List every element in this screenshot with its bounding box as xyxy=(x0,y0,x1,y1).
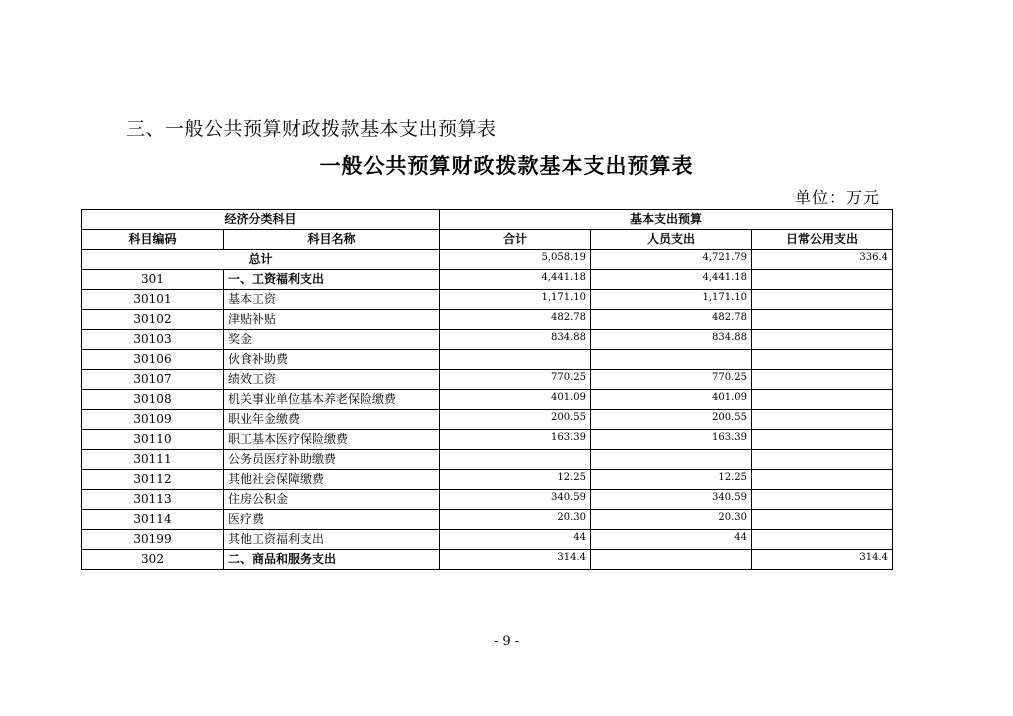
row-public xyxy=(752,410,893,430)
table-row xyxy=(82,430,893,450)
header-economic-category: 经济分类科目 xyxy=(82,210,440,230)
row-total: 401.09 xyxy=(440,390,591,410)
header-row-group xyxy=(82,210,893,230)
row-total xyxy=(440,350,591,370)
row-name: 公务员医疗补助缴费 xyxy=(224,450,440,470)
row-name: 职工基本医疗保险缴费 xyxy=(224,430,440,450)
row-personnel xyxy=(591,350,752,370)
budget-table xyxy=(81,209,893,570)
row-code: 30112 xyxy=(82,470,224,490)
row-code: 30199 xyxy=(82,530,224,550)
document-title: 一般公共预算财政拨款基本支出预算表 xyxy=(319,154,694,178)
row-code: 30107 xyxy=(82,370,224,390)
row-personnel: 1,171.10 xyxy=(591,290,752,310)
row-code: 30108 xyxy=(82,390,224,410)
header-basic-budget: 基本支出预算 xyxy=(440,210,893,230)
table-row xyxy=(82,490,893,510)
header-total: 合计 xyxy=(440,230,591,250)
row-code: 30113 xyxy=(82,490,224,510)
row-name: 住房公积金 xyxy=(224,490,440,510)
table-row xyxy=(82,270,893,290)
row-personnel: 200.55 xyxy=(591,410,752,430)
row-total: 1,171.10 xyxy=(440,290,591,310)
total-row xyxy=(82,250,893,270)
row-code: 302 xyxy=(82,550,224,570)
row-personnel: 12.25 xyxy=(591,470,752,490)
table-row xyxy=(82,470,893,490)
row-name: 津贴补贴 xyxy=(224,310,440,330)
row-personnel: 482.78 xyxy=(591,310,752,330)
row-public: 314.4 xyxy=(752,550,893,570)
row-code: 30106 xyxy=(82,350,224,370)
row-total: 340.59 xyxy=(440,490,591,510)
row-name: 绩效工资 xyxy=(224,370,440,390)
header-name: 科目名称 xyxy=(224,230,440,250)
row-code: 30101 xyxy=(82,290,224,310)
row-name: 二、商品和服务支出 xyxy=(224,550,440,570)
row-personnel: 163.39 xyxy=(591,430,752,450)
row-name: 医疗费 xyxy=(224,510,440,530)
row-total: 770.25 xyxy=(440,370,591,390)
row-public xyxy=(752,470,893,490)
table-row xyxy=(82,550,893,570)
row-total: 314.4 xyxy=(440,550,591,570)
row-public xyxy=(752,490,893,510)
header-row-columns xyxy=(82,230,893,250)
row-code: 30110 xyxy=(82,430,224,450)
table-row xyxy=(82,370,893,390)
row-total: 12.25 xyxy=(440,470,591,490)
unit-label: 单位：万元 xyxy=(794,188,880,207)
row-personnel: 834.88 xyxy=(591,330,752,350)
row-public xyxy=(752,450,893,470)
table-row xyxy=(82,350,893,370)
table-row xyxy=(82,510,893,530)
row-public xyxy=(752,430,893,450)
row-total: 20.30 xyxy=(440,510,591,530)
table-row xyxy=(82,410,893,430)
row-name: 一、工资福利支出 xyxy=(224,270,440,290)
row-code: 30102 xyxy=(82,310,224,330)
table-row xyxy=(82,330,893,350)
row-name: 基本工资 xyxy=(224,290,440,310)
table-row xyxy=(82,310,893,330)
row-public xyxy=(752,530,893,550)
total-label: 总计 xyxy=(82,250,440,270)
page-number: - 9 - xyxy=(493,634,520,649)
row-total: 200.55 xyxy=(440,410,591,430)
row-total: 834.88 xyxy=(440,330,591,350)
row-code: 30103 xyxy=(82,330,224,350)
header-code: 科目编码 xyxy=(82,230,224,250)
row-public xyxy=(752,350,893,370)
header-public: 日常公用支出 xyxy=(752,230,893,250)
header-personnel: 人员支出 xyxy=(591,230,752,250)
row-personnel: 770.25 xyxy=(591,370,752,390)
row-code: 301 xyxy=(82,270,224,290)
row-name: 其他社会保障缴费 xyxy=(224,470,440,490)
row-name: 奖金 xyxy=(224,330,440,350)
row-personnel: 340.59 xyxy=(591,490,752,510)
row-public xyxy=(752,270,893,290)
row-total: 44 xyxy=(440,530,591,550)
row-public xyxy=(752,310,893,330)
row-personnel xyxy=(591,550,752,570)
row-personnel: 401.09 xyxy=(591,390,752,410)
row-public xyxy=(752,510,893,530)
total-public: 336.4 xyxy=(752,250,893,270)
table-row xyxy=(82,390,893,410)
row-name: 职业年金缴费 xyxy=(224,410,440,430)
total-total: 5,058.19 xyxy=(440,250,591,270)
row-total: 482.78 xyxy=(440,310,591,330)
row-total xyxy=(440,450,591,470)
row-code: 30114 xyxy=(82,510,224,530)
row-personnel: 4,441.18 xyxy=(591,270,752,290)
row-public xyxy=(752,370,893,390)
row-name: 机关事业单位基本养老保险缴费 xyxy=(224,390,440,410)
row-name: 其他工资福利支出 xyxy=(224,530,440,550)
table-row xyxy=(82,450,893,470)
row-total: 4,441.18 xyxy=(440,270,591,290)
row-personnel: 44 xyxy=(591,530,752,550)
table-row xyxy=(82,290,893,310)
table-row xyxy=(82,530,893,550)
section-heading: 三、一般公共预算财政拨款基本支出预算表 xyxy=(126,118,497,140)
row-personnel xyxy=(591,450,752,470)
row-code: 30111 xyxy=(82,450,224,470)
total-personnel: 4,721.79 xyxy=(591,250,752,270)
row-name: 伙食补助费 xyxy=(224,350,440,370)
row-public xyxy=(752,290,893,310)
row-code: 30109 xyxy=(82,410,224,430)
row-public xyxy=(752,390,893,410)
row-total: 163.39 xyxy=(440,430,591,450)
row-public xyxy=(752,330,893,350)
row-personnel: 20.30 xyxy=(591,510,752,530)
